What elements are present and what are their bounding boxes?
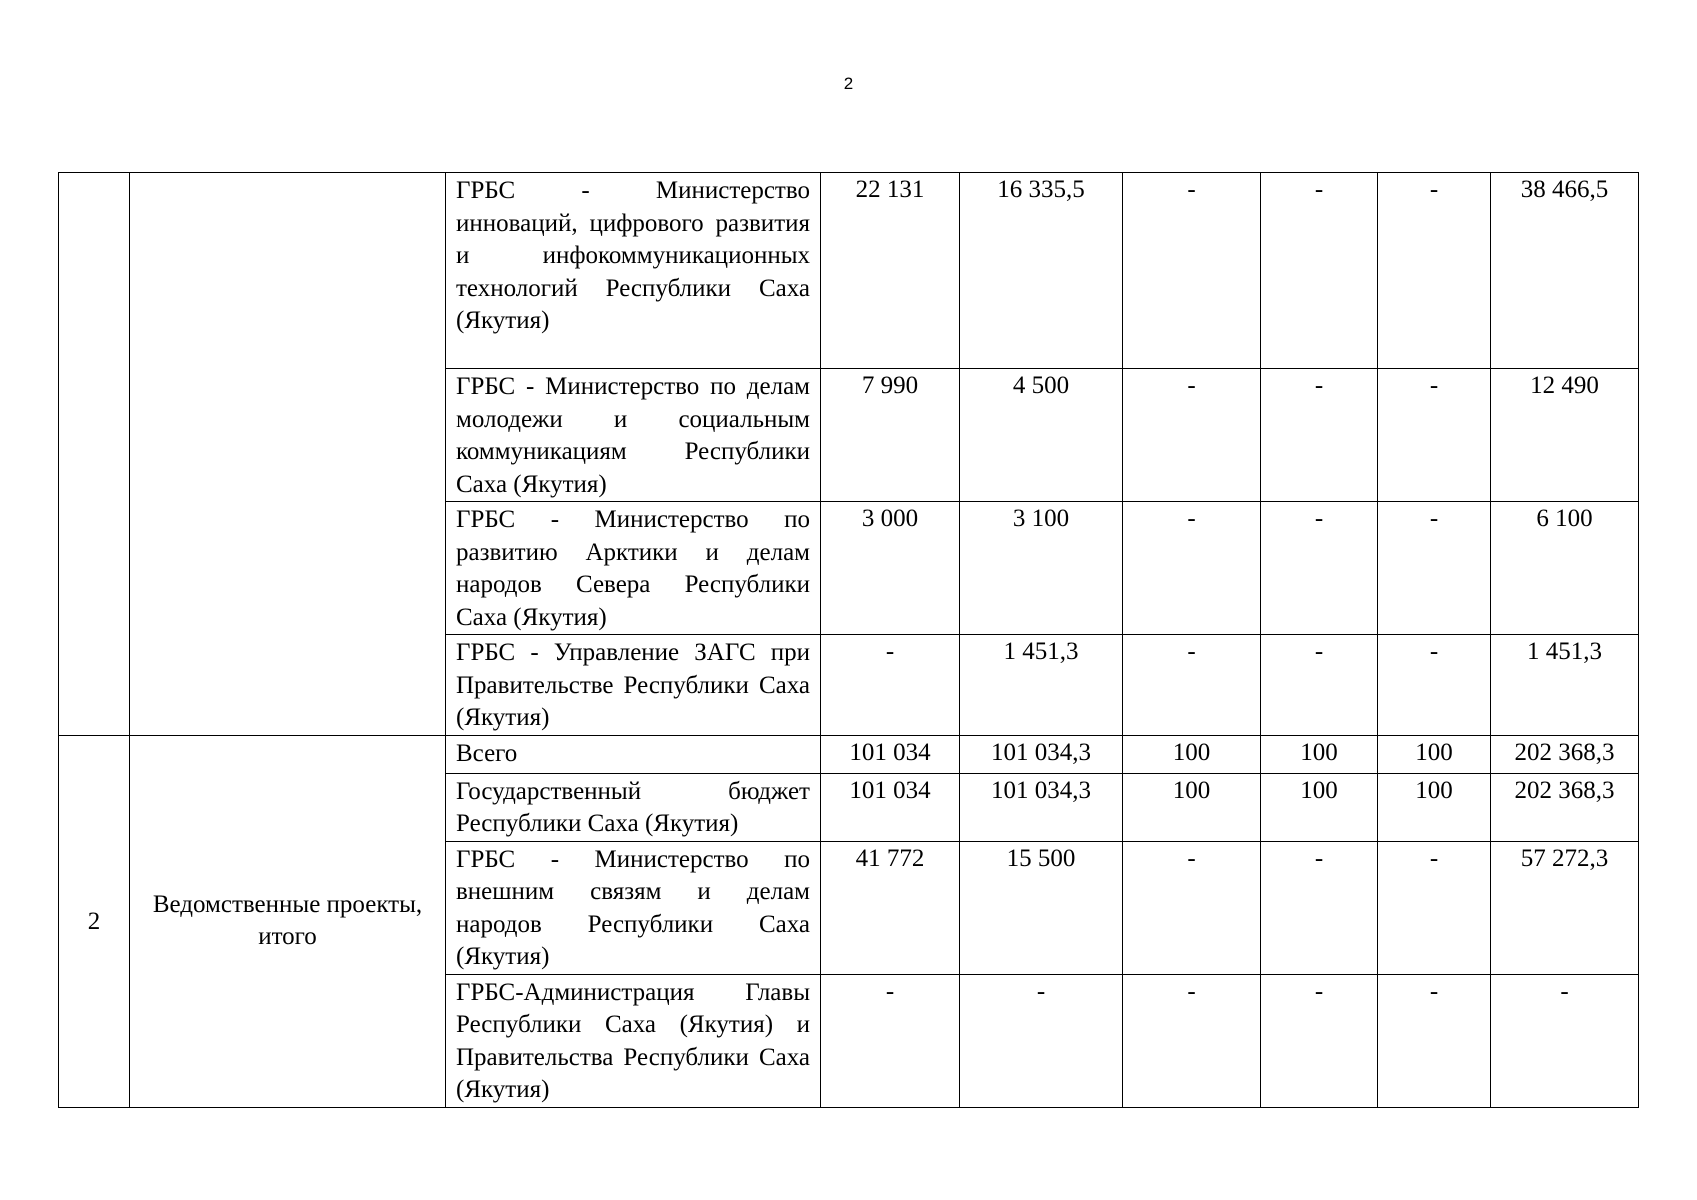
value-cell: 100 xyxy=(1123,773,1261,841)
value-cell: 3 100 xyxy=(960,502,1123,635)
value-cell: - xyxy=(1261,369,1378,502)
value-cell: 100 xyxy=(1123,735,1261,773)
value-cell: 7 990 xyxy=(821,369,960,502)
total-cell: 57 272,3 xyxy=(1491,841,1639,974)
value-cell: - xyxy=(821,974,960,1107)
value-cell: - xyxy=(1378,841,1491,974)
value-cell: 101 034,3 xyxy=(960,773,1123,841)
row-name: Ведомственные проекты, итого xyxy=(130,735,446,1107)
total-cell: 202 368,3 xyxy=(1491,735,1639,773)
value-cell: 100 xyxy=(1261,735,1378,773)
value-cell: - xyxy=(960,974,1123,1107)
table-row xyxy=(59,173,1639,369)
value-cell: 100 xyxy=(1378,735,1491,773)
value-cell: - xyxy=(1123,635,1261,736)
value-cell: - xyxy=(1123,502,1261,635)
value-cell: - xyxy=(1378,635,1491,736)
value-cell: - xyxy=(1378,369,1491,502)
total-cell: 6 100 xyxy=(1491,502,1639,635)
value-cell: 100 xyxy=(1261,773,1378,841)
total-cell: 12 490 xyxy=(1491,369,1639,502)
value-cell: 41 772 xyxy=(821,841,960,974)
value-cell: - xyxy=(1123,369,1261,502)
value-cell: 1 451,3 xyxy=(960,635,1123,736)
value-cell: 100 xyxy=(1378,773,1491,841)
value-cell: - xyxy=(1261,635,1378,736)
value-cell: - xyxy=(1261,974,1378,1107)
row-description: ГРБС-Администрация Главы Республики Саха (Якутия) и Правительства Республики Саха (Якутия) xyxy=(446,974,821,1107)
total-cell: 202 368,3 xyxy=(1491,773,1639,841)
total-cell: 1 451,3 xyxy=(1491,635,1639,736)
row-description: ГРБС - Министерство по делам молодежи и социальным коммуникациям Республики Саха (Якутия) xyxy=(446,369,821,502)
value-cell: 3 000 xyxy=(821,502,960,635)
value-cell: 16 335,5 xyxy=(960,173,1123,369)
row-number: 2 xyxy=(59,735,130,1107)
row-description: ГРБС - Министерство по развитию Арктики и делам народов Севера Республики Саха (Якутия) xyxy=(446,502,821,635)
value-cell: - xyxy=(1261,173,1378,369)
total-cell: - xyxy=(1491,974,1639,1107)
page-number: 2 xyxy=(843,74,854,93)
value-cell: - xyxy=(1378,173,1491,369)
row-number-cell-empty xyxy=(59,173,130,736)
value-cell: 101 034 xyxy=(821,735,960,773)
value-cell: - xyxy=(1378,974,1491,1107)
row-description: Всего xyxy=(446,735,821,773)
value-cell: - xyxy=(1123,841,1261,974)
value-cell: - xyxy=(1261,841,1378,974)
row-description: ГРБС - Министерство инноваций, цифрового развития и инфокоммуникационных технологий Республики Саха (Якутия) xyxy=(446,173,821,369)
value-cell: - xyxy=(1123,173,1261,369)
total-cell: 38 466,5 xyxy=(1491,173,1639,369)
value-cell: 101 034,3 xyxy=(960,735,1123,773)
value-cell: 15 500 xyxy=(960,841,1123,974)
value-cell: 4 500 xyxy=(960,369,1123,502)
value-cell: - xyxy=(821,635,960,736)
table-row xyxy=(59,735,1639,773)
row-description: ГРБС - Управление ЗАГС при Правительстве Республики Саха (Якутия) xyxy=(446,635,821,736)
value-cell: - xyxy=(1261,502,1378,635)
row-name-cell-empty xyxy=(130,173,446,736)
value-cell: 22 131 xyxy=(821,173,960,369)
value-cell: - xyxy=(1378,502,1491,635)
budget-table xyxy=(58,172,1639,1108)
row-description: ГРБС - Министерство по внешним связям и делам народов Республики Саха (Якутия) xyxy=(446,841,821,974)
row-description: Государственный бюджет Республики Саха (Якутия) xyxy=(446,773,821,841)
value-cell: - xyxy=(1123,974,1261,1107)
value-cell: 101 034 xyxy=(821,773,960,841)
